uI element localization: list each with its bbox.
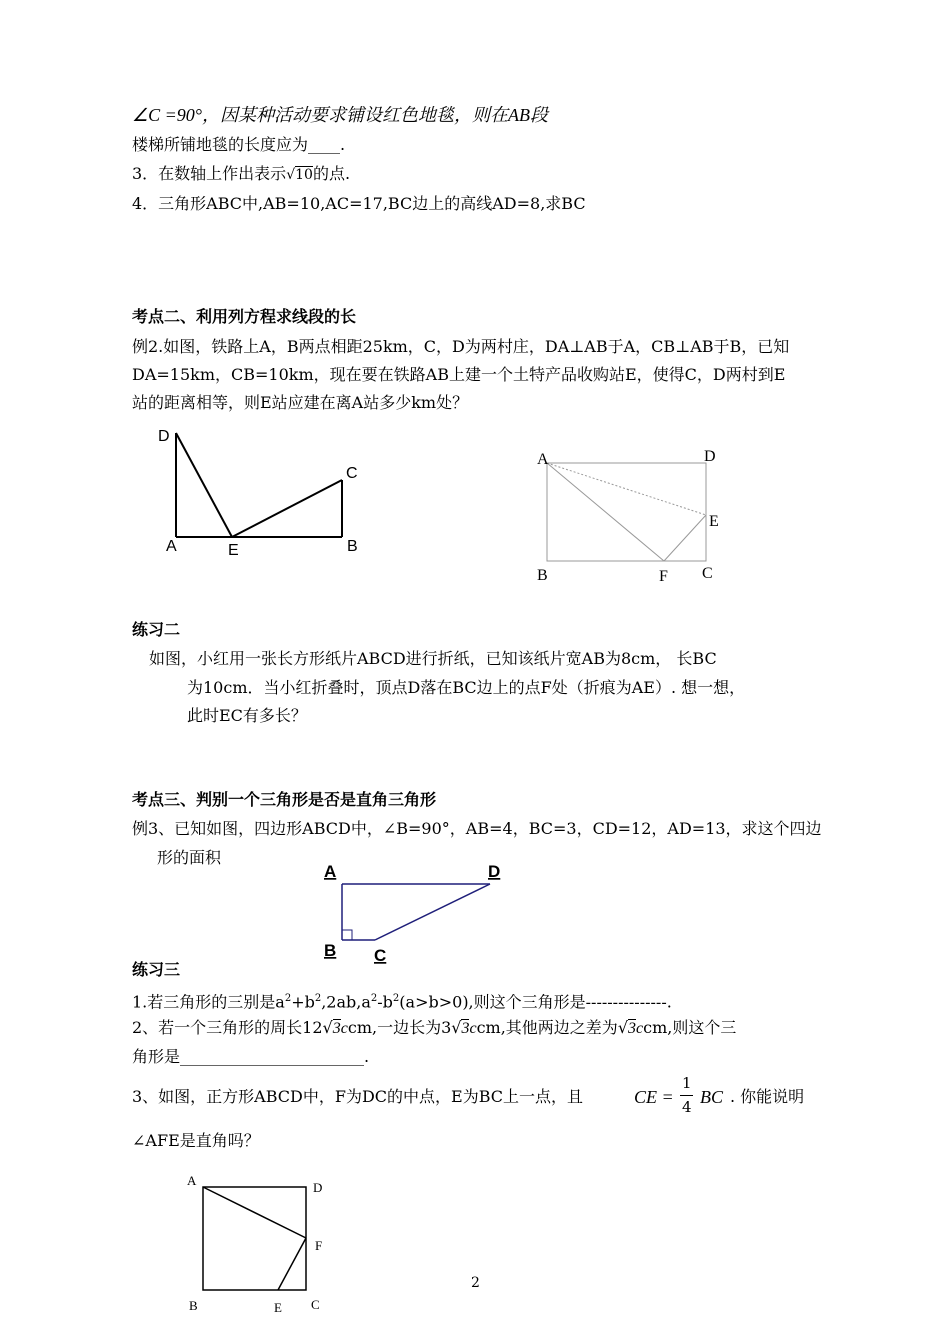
sqrt-3-c-radicand: 3 — [628, 1020, 637, 1037]
c-italic-a: c — [340, 1020, 348, 1037]
fig1-label-A: A — [166, 538, 177, 555]
section-3-heading: 考点三、判别一个三角形是否是直角三角形 — [132, 792, 437, 809]
bc-label: BC — [700, 1087, 724, 1107]
q1-part-e: (a>b>0),则这个三角形是---------------. — [399, 992, 672, 1012]
practice-2-heading: 练习二 — [132, 622, 181, 639]
fig2-label-C: C — [702, 565, 713, 582]
question-3-tail: 的点. — [312, 164, 351, 183]
c-italic-c: c — [636, 1020, 644, 1037]
q2-part-a: 2、若一个三角形的周长12 — [132, 1018, 323, 1037]
fig3-label-B: B — [324, 941, 337, 960]
fig2-label-B: B — [537, 567, 548, 584]
fig4-label-D: D — [313, 1180, 323, 1195]
ce-label: CE = — [634, 1087, 674, 1107]
fig4-label-B: B — [189, 1298, 198, 1313]
q1-part-d: -b — [377, 992, 393, 1012]
fig3-label-D: D — [488, 862, 501, 881]
q2-part-c: cm,其他两边之差为 — [476, 1018, 618, 1037]
fig4-label-F: F — [315, 1238, 323, 1253]
sqrt-3-a-radicand: 3 — [332, 1020, 341, 1037]
practice-3-q3-line-2: ∠AFE是直角吗？ — [132, 1131, 260, 1150]
c-italic-b: c — [469, 1020, 477, 1037]
fig1-label-D: D — [158, 428, 170, 445]
fig4-label-A: A — [187, 1173, 197, 1188]
fraction-denominator: 4 — [682, 1098, 692, 1116]
q1-part-c: ,2ab,a — [321, 992, 371, 1012]
fig1-label-C: C — [346, 465, 358, 482]
example-2-line-3: 站的距离相等，则E站应建在离A站多少km处？ — [132, 393, 469, 412]
q1-part-a: 1.若三角形的三别是a — [132, 992, 285, 1012]
practice-2-line-3: 此时EC有多长？ — [187, 706, 307, 725]
q1-part-b: +b — [291, 992, 315, 1012]
q2-part-b: cm,一边长为3 — [347, 1018, 452, 1037]
fig3-label-C: C — [374, 946, 387, 965]
q1-sup-4: 2 — [392, 993, 400, 1004]
fraction-numerator: 1 — [682, 1074, 692, 1092]
practice-2-line-2: 为10cm．当小红折叠时，顶点D落在BC边上的点F处（折痕为AE）. 想一想， — [187, 678, 746, 697]
q3-part-b: . 你能说明 — [730, 1087, 805, 1106]
page-number: 2 — [471, 1275, 480, 1291]
segment-FE — [278, 1238, 306, 1290]
sqrt-3-a: √3 — [322, 1018, 341, 1037]
q1-sup-3: 2 — [370, 993, 378, 1004]
q2-part-d: cm,则这个三 — [643, 1018, 737, 1037]
practice-3-heading: 练习三 — [132, 962, 181, 979]
question-3-text: 3．在数轴上作出表示 — [132, 164, 287, 183]
fig2-label-A: A — [537, 451, 549, 468]
q1-sup-2: 2 — [314, 993, 322, 1004]
fig2-label-D: D — [704, 448, 716, 465]
fig2-label-E: E — [709, 513, 719, 530]
example-3-line-2: 形的面积 — [157, 848, 222, 867]
q1-sup-1: 2 — [284, 993, 292, 1004]
q3-part-a: 3、如图，正方形ABCD中，F为DC的中点，E为BC上一点，且 — [132, 1087, 584, 1106]
fig1-label-B: B — [347, 538, 358, 555]
example-2-line-1: 例2.如图，铁路上A，B两点相距25km，C，D为两村庄，DA⊥AB于A，CB⊥AB于B，已知 — [132, 337, 790, 356]
fig4-label-E: E — [274, 1300, 282, 1315]
fig3-label-A: A — [324, 862, 337, 881]
angle-line-text: ∠C =90°，因某种活动要求铺设红色地毯，则在AB段 — [132, 105, 548, 125]
question-4: 4．三角形ABC中,AB=10,AC=17,BC边上的高线AD=8,求BC — [132, 194, 586, 213]
fig1-label-E: E — [228, 542, 239, 559]
fig4-label-C: C — [311, 1297, 320, 1312]
sqrt-3-b: √3 — [451, 1018, 470, 1037]
square-ABCD — [203, 1187, 306, 1290]
sqrt-3-c: √3 — [617, 1018, 637, 1037]
sqrt-10: √10 — [286, 167, 313, 183]
segment-AF — [203, 1187, 306, 1238]
practice-3-q2-line-2: 角形是_______________________. — [132, 1047, 370, 1066]
sqrt-3-b-radicand: 3 — [461, 1020, 470, 1037]
fig2-label-F: F — [659, 568, 668, 585]
section-2-heading: 考点二、利用列方程求线段的长 — [132, 309, 357, 326]
practice-2-line-1: 如图，小红用一张长方形纸片ABCD进行折纸，已知该纸片宽AB为8cm， 长BC — [149, 649, 717, 668]
sqrt-10-radicand: 10 — [295, 167, 313, 183]
carpet-question: 楼梯所铺地毯的长度应为____. — [132, 135, 346, 154]
example-3-line-1: 例3、已知如图，四边形ABCD中，∠B=90°，AB=4，BC=3，CD=12，AD=13，求这个四边 — [132, 819, 822, 838]
example-2-line-2: DA=15km，CB=10km，现在要在铁路AB上建一个土特产品收购站E，使得C，D两村到E — [132, 365, 786, 384]
